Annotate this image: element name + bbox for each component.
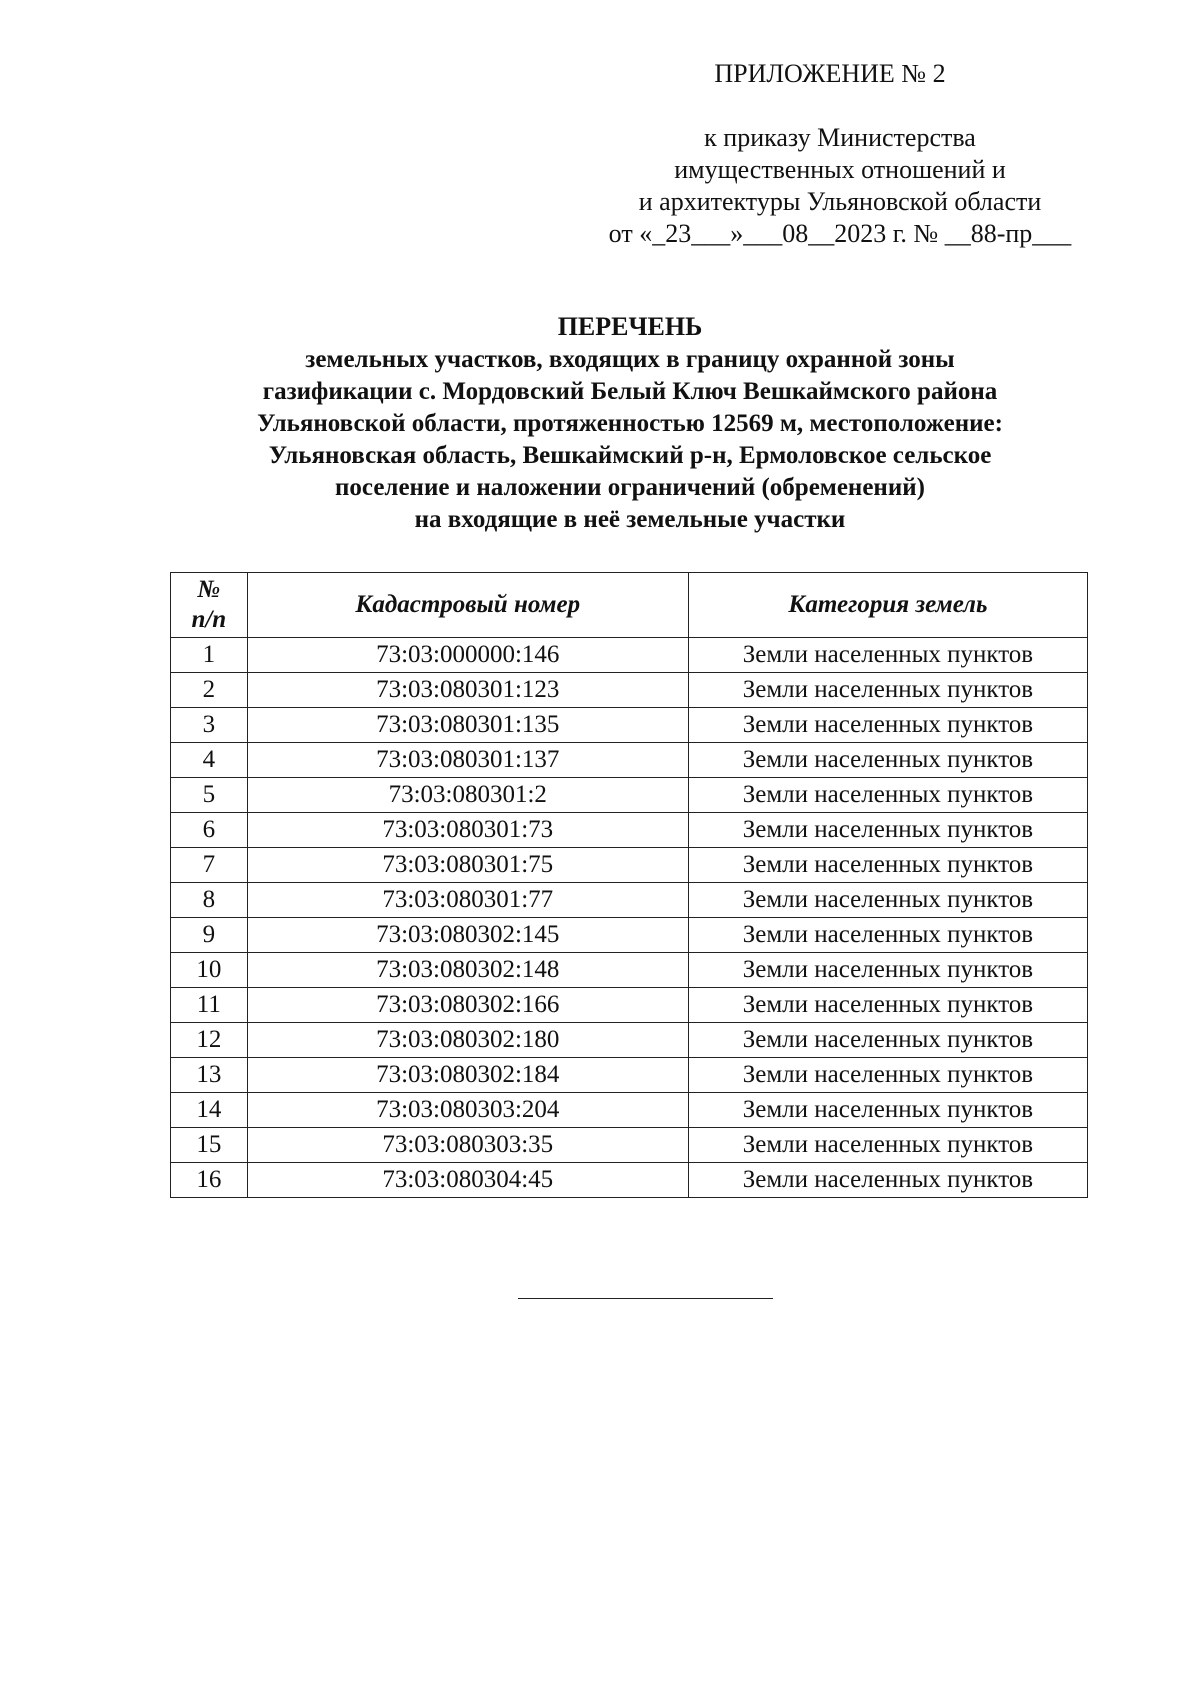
land-category-cell: Земли населенных пунктов [688,778,1087,813]
row-number-cell: 3 [171,708,248,743]
land-category-cell: Земли населенных пунктов [688,883,1087,918]
cadastral-number-cell: 73:03:080301:135 [247,708,688,743]
cadastral-number-cell: 73:03:080304:45 [247,1163,688,1198]
row-number-cell: 7 [171,848,248,883]
table-row [171,1163,1088,1198]
title-line: Ульяновской области, протяженностью 12569 м, местоположение: [257,410,1003,437]
row-number-cell: 10 [171,953,248,988]
cadastral-number-cell: 73:03:080301:137 [247,743,688,778]
cadastral-number-cell: 73:03:080302:180 [247,1023,688,1058]
table-row [171,1093,1088,1128]
land-category-cell: Земли населенных пунктов [688,1093,1087,1128]
cadastral-number-cell: 73:03:080303:35 [247,1128,688,1163]
land-category-cell: Земли населенных пунктов [688,743,1087,778]
land-category-cell: Земли населенных пунктов [688,953,1087,988]
table-body [171,638,1088,1198]
land-category-cell: Земли населенных пунктов [688,1163,1087,1198]
title-line: Ульяновская область, Вешкаймский р-н, Ермоловское сельское [268,442,992,469]
cadastral-number-cell: 73:03:080301:73 [247,813,688,848]
row-number-cell: 11 [171,988,248,1023]
row-number-cell: 6 [171,813,248,848]
row-number-cell: 4 [171,743,248,778]
table-row [171,673,1088,708]
title-line: на входящие в неё земельные участки [414,506,846,533]
row-number-cell: 14 [171,1093,248,1128]
table-row [171,848,1088,883]
row-number-cell: 2 [171,673,248,708]
land-category-cell: Земли населенных пунктов [688,1023,1087,1058]
order-reference [560,122,1120,250]
row-number-cell: 16 [171,1163,248,1198]
land-plots-table [170,572,1088,1198]
table-row [171,743,1088,778]
cadastral-number-cell: 73:03:080301:2 [247,778,688,813]
cadastral-number-cell: 73:03:080302:148 [247,953,688,988]
order-date-number-line: от «_23___»___08__2023 г. № __88-пр___ [608,219,1072,248]
land-category-cell: Земли населенных пунктов [688,1058,1087,1093]
land-category-cell: Земли населенных пунктов [688,848,1087,883]
land-category-cell: Земли населенных пунктов [688,638,1087,673]
row-number-cell: 8 [171,883,248,918]
table-row [171,988,1088,1023]
cadastral-number-cell: 73:03:000000:146 [247,638,688,673]
land-category-cell: Земли населенных пунктов [688,988,1087,1023]
table-row [171,883,1088,918]
cadastral-number-cell: 73:03:080303:204 [247,1093,688,1128]
land-category-cell: Земли населенных пунктов [688,1128,1087,1163]
title-line: газификации с. Мордовский Белый Ключ Вешкаймского района [262,378,998,405]
cadastral-number-cell: 73:03:080301:77 [247,883,688,918]
cadastral-number-cell: 73:03:080301:75 [247,848,688,883]
row-number-cell: 1 [171,638,248,673]
table-row [171,638,1088,673]
row-number-cell: 12 [171,1023,248,1058]
header-number-line2: п/п [191,606,227,633]
table-row [171,778,1088,813]
table-row [171,1023,1088,1058]
table-row [171,918,1088,953]
table-header-row [171,573,1088,638]
title-line: земельных участков, входящих в границу охранной зоны [305,346,955,373]
header-number-line1: № [197,576,221,603]
order-line: и архитектуры Ульяновской области [638,187,1042,216]
row-number-cell: 9 [171,918,248,953]
cadastral-number-cell: 73:03:080302:184 [247,1058,688,1093]
cadastral-number-cell: 73:03:080302:145 [247,918,688,953]
header-land-category: Категория земель [688,573,1087,638]
table-row [171,813,1088,848]
table-row [171,1128,1088,1163]
header-number [171,573,248,638]
title-line: поселение и наложении ограничений (обременений) [335,474,925,501]
row-number-cell: 15 [171,1128,248,1163]
land-category-cell: Земли населенных пунктов [688,918,1087,953]
row-number-cell: 13 [171,1058,248,1093]
table-row [171,953,1088,988]
order-line: к приказу Министерства [704,123,976,152]
end-divider-line [518,1298,773,1299]
cadastral-number-cell: 73:03:080302:166 [247,988,688,1023]
appendix-title: ПРИЛОЖЕНИЕ № 2 [714,59,946,88]
order-line: имущественных отношений и [674,155,1006,184]
land-category-cell: Земли населенных пунктов [688,673,1087,708]
table-row [171,1058,1088,1093]
land-category-cell: Земли населенных пунктов [688,813,1087,848]
row-number-cell: 5 [171,778,248,813]
table-row [171,708,1088,743]
land-category-cell: Земли населенных пунктов [688,708,1087,743]
title-main: ПЕРЕЧЕНЬ [557,312,703,341]
cadastral-number-cell: 73:03:080301:123 [247,673,688,708]
document-title [100,310,1160,536]
header-cadastral-number: Кадастровый номер [247,573,688,638]
